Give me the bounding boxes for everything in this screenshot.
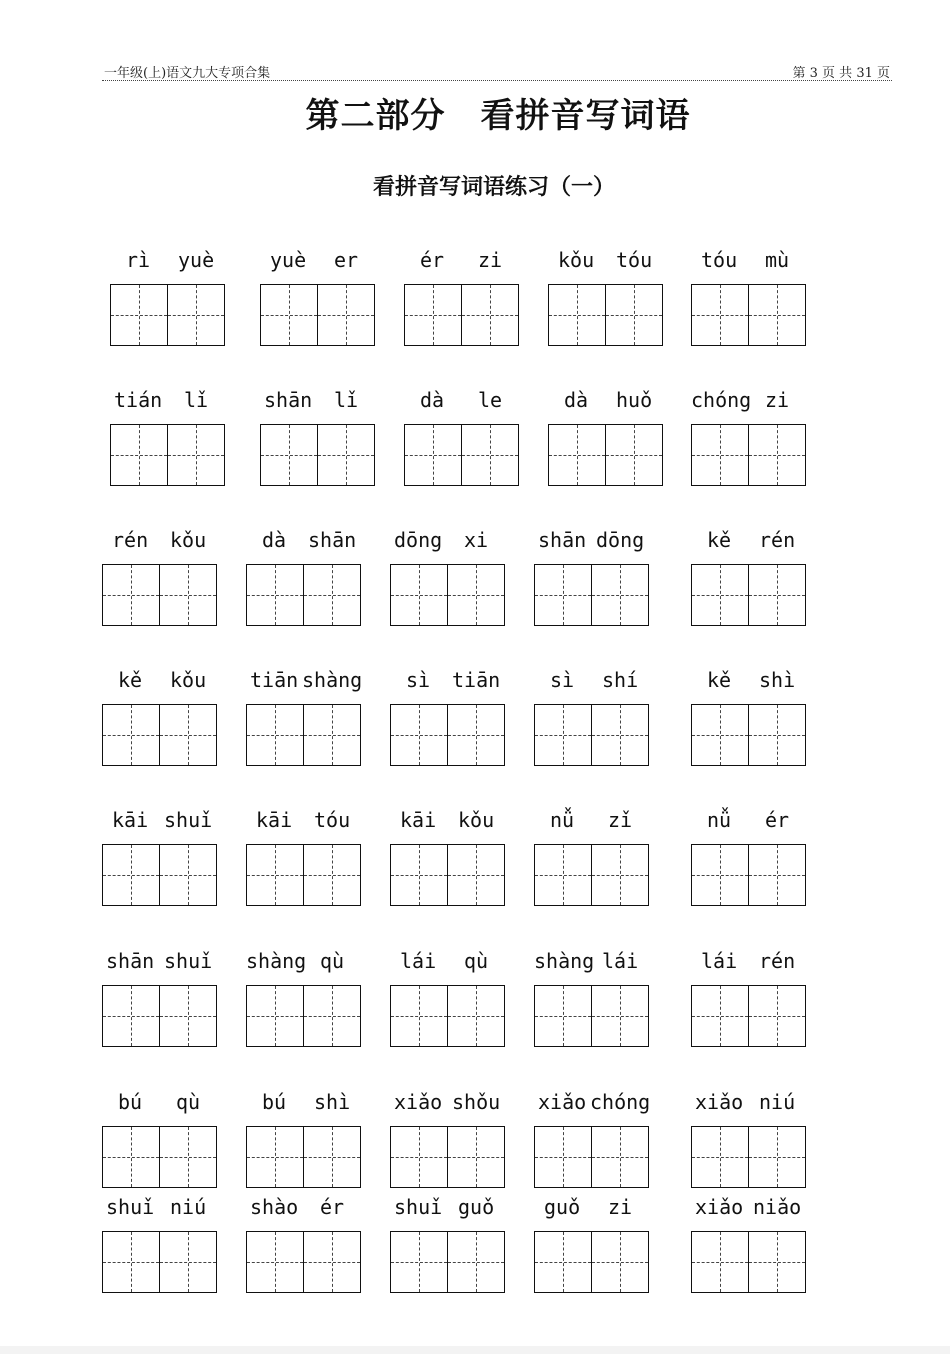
- pinyin-syllable: zi: [765, 388, 790, 412]
- writing-boxes: [246, 985, 359, 1047]
- tianzige-cell[interactable]: [110, 284, 168, 346]
- pinyin-syllable: lái: [701, 949, 738, 973]
- writing-boxes: [102, 1231, 215, 1293]
- writing-boxes: [246, 704, 359, 766]
- tianzige-cell[interactable]: [591, 704, 649, 766]
- tianzige-cell[interactable]: [390, 985, 448, 1047]
- pinyin-label: [548, 388, 668, 414]
- pinyin-label: [246, 949, 366, 975]
- pinyin-syllable: kǒu: [458, 808, 495, 832]
- writing-boxes: [110, 284, 223, 346]
- tianzige-cell[interactable]: [534, 844, 592, 906]
- pinyin-syllable: tóu: [314, 808, 351, 832]
- writing-boxes: [260, 284, 373, 346]
- writing-boxes: [691, 704, 804, 766]
- tianzige-cell[interactable]: [390, 704, 448, 766]
- tianzige-cell[interactable]: [447, 844, 505, 906]
- pinyin-syllable: kě: [118, 668, 143, 692]
- pinyin-syllable: shān: [106, 949, 155, 973]
- pinyin-label: [110, 248, 230, 274]
- tianzige-cell[interactable]: [159, 564, 217, 626]
- tianzige-cell[interactable]: [102, 564, 160, 626]
- pinyin-syllable: shào: [250, 1195, 299, 1219]
- pinyin-syllable: dōng: [596, 528, 645, 552]
- tianzige-cell[interactable]: [748, 1231, 806, 1293]
- pinyin-syllable: kě: [707, 668, 732, 692]
- tianzige-cell[interactable]: [102, 1231, 160, 1293]
- tianzige-cell[interactable]: [591, 985, 649, 1047]
- tianzige-cell[interactable]: [303, 1231, 361, 1293]
- tianzige-cell[interactable]: [102, 844, 160, 906]
- pinyin-syllable: shàng: [246, 949, 307, 973]
- tianzige-cell[interactable]: [102, 1126, 160, 1188]
- tianzige-cell[interactable]: [591, 844, 649, 906]
- pinyin-syllable: dōng: [394, 528, 443, 552]
- pinyin-syllable: xiǎo: [394, 1090, 443, 1114]
- pinyin-syllable: shì: [314, 1090, 351, 1114]
- pinyin-syllable: le: [478, 388, 503, 412]
- pinyin-label: [102, 808, 222, 834]
- tianzige-cell[interactable]: [303, 985, 361, 1047]
- pinyin-label: [691, 1195, 811, 1221]
- pinyin-syllable: kāi: [112, 808, 149, 832]
- tianzige-cell[interactable]: [534, 985, 592, 1047]
- tianzige-cell[interactable]: [260, 284, 318, 346]
- pinyin-label: [404, 248, 524, 274]
- pinyin-label: [691, 528, 811, 554]
- tianzige-cell[interactable]: [317, 284, 375, 346]
- tianzige-cell[interactable]: [102, 985, 160, 1047]
- pinyin-syllable: ér: [320, 1195, 345, 1219]
- tianzige-cell[interactable]: [159, 704, 217, 766]
- pinyin-syllable: shān: [308, 528, 357, 552]
- pinyin-syllable: lái: [602, 949, 639, 973]
- tianzige-cell[interactable]: [691, 985, 749, 1047]
- writing-boxes: [404, 424, 517, 486]
- tianzige-cell[interactable]: [447, 564, 505, 626]
- tianzige-cell[interactable]: [390, 844, 448, 906]
- tianzige-cell[interactable]: [691, 1231, 749, 1293]
- pinyin-syllable: niú: [759, 1090, 796, 1114]
- tianzige-cell[interactable]: [591, 564, 649, 626]
- pinyin-syllable: kāi: [400, 808, 437, 832]
- pinyin-syllable: tóu: [701, 248, 738, 272]
- tianzige-cell[interactable]: [534, 1126, 592, 1188]
- pinyin-label: [246, 668, 366, 694]
- tianzige-cell[interactable]: [748, 284, 806, 346]
- tianzige-cell[interactable]: [748, 985, 806, 1047]
- tianzige-cell[interactable]: [447, 1231, 505, 1293]
- tianzige-cell[interactable]: [447, 985, 505, 1047]
- pinyin-syllable: sì: [550, 668, 575, 692]
- tianzige-cell[interactable]: [691, 284, 749, 346]
- pinyin-label: [534, 808, 654, 834]
- pinyin-label: [246, 808, 366, 834]
- pinyin-syllable: bú: [118, 1090, 143, 1114]
- pinyin-label: [390, 949, 510, 975]
- writing-boxes: [534, 1231, 647, 1293]
- pinyin-label: [260, 388, 380, 414]
- tianzige-cell[interactable]: [591, 1126, 649, 1188]
- pinyin-label: [534, 668, 654, 694]
- pinyin-label: [691, 388, 811, 414]
- pinyin-syllable: er: [334, 248, 359, 272]
- pinyin-syllable: shān: [538, 528, 587, 552]
- pinyin-syllable: qù: [320, 949, 345, 973]
- pinyin-syllable: shuǐ: [394, 1195, 443, 1219]
- pinyin-syllable: bú: [262, 1090, 287, 1114]
- pinyin-syllable: kǒu: [170, 668, 207, 692]
- pinyin-label: [404, 388, 524, 414]
- writing-boxes: [390, 564, 503, 626]
- writing-boxes: [691, 1126, 804, 1188]
- tianzige-cell[interactable]: [303, 564, 361, 626]
- tianzige-cell[interactable]: [159, 1126, 217, 1188]
- pinyin-label: [390, 668, 510, 694]
- tianzige-cell[interactable]: [748, 704, 806, 766]
- pinyin-syllable: xi: [464, 528, 489, 552]
- pinyin-syllable: shàng: [302, 668, 363, 692]
- pinyin-syllable: zi: [608, 1195, 633, 1219]
- pinyin-label: [102, 1090, 222, 1116]
- pinyin-syllable: huǒ: [616, 388, 653, 412]
- writing-boxes: [691, 284, 804, 346]
- writing-boxes: [102, 1126, 215, 1188]
- writing-boxes: [246, 844, 359, 906]
- writing-boxes: [260, 424, 373, 486]
- pinyin-syllable: kǒu: [170, 528, 207, 552]
- tianzige-cell[interactable]: [303, 704, 361, 766]
- writing-boxes: [246, 1231, 359, 1293]
- pinyin-label: [390, 808, 510, 834]
- tianzige-cell[interactable]: [317, 424, 375, 486]
- pinyin-syllable: nǚ: [707, 808, 732, 832]
- writing-boxes: [534, 704, 647, 766]
- pinyin-syllable: kāi: [256, 808, 293, 832]
- exercise-title: 看拼音写词语练习（一）: [372, 174, 615, 200]
- pinyin-syllable: shuǐ: [106, 1195, 155, 1219]
- writing-boxes: [691, 424, 804, 486]
- tianzige-cell[interactable]: [159, 1231, 217, 1293]
- section-title: 第二部分 看拼音写词语: [305, 96, 691, 136]
- writing-boxes: [691, 1231, 804, 1293]
- writing-boxes: [534, 985, 647, 1047]
- writing-boxes: [691, 985, 804, 1047]
- pinyin-label: [102, 668, 222, 694]
- tianzige-cell[interactable]: [748, 1126, 806, 1188]
- pinyin-syllable: mù: [765, 248, 790, 272]
- pinyin-label: [534, 528, 654, 554]
- tianzige-cell[interactable]: [548, 284, 606, 346]
- pinyin-syllable: zi: [478, 248, 503, 272]
- pinyin-label: [390, 528, 510, 554]
- tianzige-cell[interactable]: [534, 564, 592, 626]
- tianzige-cell[interactable]: [461, 424, 519, 486]
- tianzige-cell[interactable]: [691, 844, 749, 906]
- tianzige-cell[interactable]: [390, 1126, 448, 1188]
- tianzige-cell[interactable]: [534, 1231, 592, 1293]
- pinyin-syllable: lǐ: [184, 388, 209, 412]
- tianzige-cell[interactable]: [404, 424, 462, 486]
- pinyin-label: [246, 528, 366, 554]
- tianzige-cell[interactable]: [390, 564, 448, 626]
- pinyin-syllable: kǒu: [558, 248, 595, 272]
- tianzige-cell[interactable]: [167, 424, 225, 486]
- tianzige-cell[interactable]: [303, 1126, 361, 1188]
- pinyin-syllable: zǐ: [608, 808, 633, 832]
- pinyin-syllable: shǒu: [452, 1090, 501, 1114]
- pinyin-label: [260, 248, 380, 274]
- pinyin-syllable: dà: [262, 528, 287, 552]
- tianzige-cell[interactable]: [159, 844, 217, 906]
- pinyin-label: [548, 248, 668, 274]
- pinyin-label: [534, 1195, 654, 1221]
- page-indicator: 第 3 页 共 31 页: [792, 66, 890, 81]
- tianzige-cell[interactable]: [691, 424, 749, 486]
- writing-boxes: [534, 844, 647, 906]
- pinyin-syllable: chóng: [590, 1090, 651, 1114]
- tianzige-cell[interactable]: [748, 424, 806, 486]
- writing-boxes: [548, 284, 661, 346]
- pinyin-label: [390, 1195, 510, 1221]
- tianzige-cell[interactable]: [246, 704, 304, 766]
- tianzige-cell[interactable]: [246, 1231, 304, 1293]
- writing-boxes: [691, 844, 804, 906]
- pinyin-label: [691, 668, 811, 694]
- pinyin-syllable: niǎo: [753, 1195, 802, 1219]
- pinyin-label: [691, 1090, 811, 1116]
- pinyin-label: [102, 949, 222, 975]
- tianzige-cell[interactable]: [691, 1126, 749, 1188]
- pinyin-syllable: tiān: [250, 668, 299, 692]
- tianzige-cell[interactable]: [260, 424, 318, 486]
- pinyin-syllable: shuǐ: [164, 808, 213, 832]
- pinyin-syllable: yuè: [178, 248, 215, 272]
- pinyin-label: [390, 1090, 510, 1116]
- tianzige-cell[interactable]: [246, 1126, 304, 1188]
- pinyin-syllable: dà: [564, 388, 589, 412]
- tianzige-cell[interactable]: [605, 284, 663, 346]
- writing-boxes: [390, 704, 503, 766]
- writing-boxes: [246, 564, 359, 626]
- pinyin-syllable: tiān: [452, 668, 501, 692]
- tianzige-cell[interactable]: [691, 564, 749, 626]
- writing-boxes: [390, 844, 503, 906]
- tianzige-cell[interactable]: [303, 844, 361, 906]
- pinyin-syllable: xiǎo: [695, 1090, 744, 1114]
- pinyin-syllable: dà: [420, 388, 445, 412]
- tianzige-cell[interactable]: [748, 564, 806, 626]
- writing-boxes: [102, 985, 215, 1047]
- writing-boxes: [534, 1126, 647, 1188]
- tianzige-cell[interactable]: [447, 704, 505, 766]
- pinyin-syllable: lǐ: [334, 388, 359, 412]
- tianzige-cell[interactable]: [605, 424, 663, 486]
- pinyin-syllable: qù: [464, 949, 489, 973]
- pinyin-syllable: niú: [170, 1195, 207, 1219]
- tianzige-cell[interactable]: [110, 424, 168, 486]
- tianzige-cell[interactable]: [246, 844, 304, 906]
- pinyin-label: [102, 528, 222, 554]
- pinyin-syllable: shì: [759, 668, 796, 692]
- writing-boxes: [102, 704, 215, 766]
- book-title: 一年级(上)语文九大专项合集: [104, 66, 271, 81]
- tianzige-cell[interactable]: [404, 284, 462, 346]
- pinyin-syllable: guǒ: [458, 1195, 495, 1219]
- header-divider: [102, 80, 892, 81]
- pinyin-syllable: shān: [264, 388, 313, 412]
- pinyin-label: [246, 1195, 366, 1221]
- tianzige-cell[interactable]: [691, 704, 749, 766]
- pinyin-syllable: ér: [420, 248, 445, 272]
- tianzige-cell[interactable]: [167, 284, 225, 346]
- tianzige-cell[interactable]: [246, 564, 304, 626]
- pinyin-label: [102, 1195, 222, 1221]
- tianzige-cell[interactable]: [534, 704, 592, 766]
- writing-boxes: [390, 1231, 503, 1293]
- tianzige-cell[interactable]: [548, 424, 606, 486]
- writing-boxes: [390, 985, 503, 1047]
- pinyin-label: [246, 1090, 366, 1116]
- pinyin-syllable: lái: [400, 949, 437, 973]
- pinyin-label: [691, 949, 811, 975]
- pinyin-syllable: nǚ: [550, 808, 575, 832]
- pinyin-label: [534, 949, 654, 975]
- pinyin-syllable: qù: [176, 1090, 201, 1114]
- writing-boxes: [110, 424, 223, 486]
- writing-boxes: [534, 564, 647, 626]
- pinyin-syllable: xiǎo: [695, 1195, 744, 1219]
- tianzige-cell[interactable]: [591, 1231, 649, 1293]
- pinyin-syllable: rì: [126, 248, 151, 272]
- pinyin-syllable: chóng: [691, 388, 752, 412]
- pinyin-label: [691, 248, 811, 274]
- writing-boxes: [404, 284, 517, 346]
- pinyin-syllable: yuè: [270, 248, 307, 272]
- writing-boxes: [390, 1126, 503, 1188]
- pinyin-syllable: guǒ: [544, 1195, 581, 1219]
- tianzige-cell[interactable]: [748, 844, 806, 906]
- writing-boxes: [548, 424, 661, 486]
- tianzige-cell[interactable]: [246, 985, 304, 1047]
- writing-boxes: [102, 564, 215, 626]
- pinyin-syllable: rén: [759, 949, 796, 973]
- pinyin-syllable: tóu: [616, 248, 653, 272]
- tianzige-cell[interactable]: [102, 704, 160, 766]
- tianzige-cell[interactable]: [390, 1231, 448, 1293]
- pinyin-label: [691, 808, 811, 834]
- pinyin-syllable: shí: [602, 668, 639, 692]
- tianzige-cell[interactable]: [447, 1126, 505, 1188]
- pinyin-syllable: xiǎo: [538, 1090, 587, 1114]
- tianzige-cell[interactable]: [461, 284, 519, 346]
- pinyin-syllable: rén: [759, 528, 796, 552]
- writing-boxes: [691, 564, 804, 626]
- pinyin-syllable: shuǐ: [164, 949, 213, 973]
- pinyin-syllable: kě: [707, 528, 732, 552]
- pinyin-syllable: tián: [114, 388, 163, 412]
- writing-boxes: [246, 1126, 359, 1188]
- pinyin-syllable: ér: [765, 808, 790, 832]
- writing-boxes: [102, 844, 215, 906]
- pinyin-label: [110, 388, 230, 414]
- pinyin-syllable: shàng: [534, 949, 595, 973]
- tianzige-cell[interactable]: [159, 985, 217, 1047]
- pinyin-syllable: sì: [406, 668, 431, 692]
- pinyin-syllable: rén: [112, 528, 149, 552]
- pinyin-label: [534, 1090, 654, 1116]
